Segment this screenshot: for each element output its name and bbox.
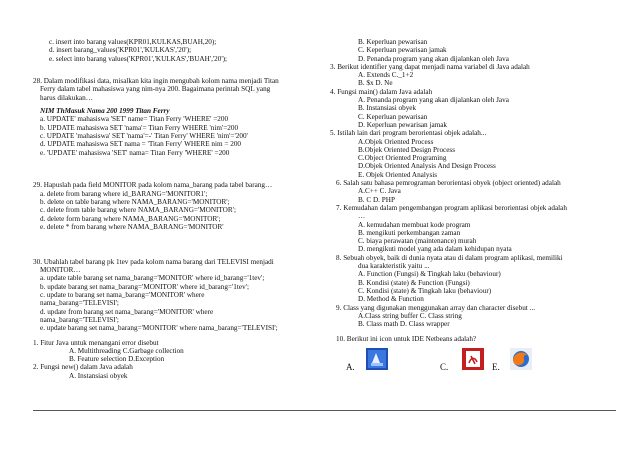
question-30-line: MONITOR… xyxy=(40,266,81,275)
question-6: 6. Salah satu bahasa pemrograman berorientasi obyek (object oriented) adalah xyxy=(336,179,561,188)
option-line: B. $x D. Ne xyxy=(358,79,393,88)
question-10: 10. Berikut ini icon untuk IDE Netbeans adalah? xyxy=(336,335,477,344)
option-line: e. update barang set nama_barang='MONITOR' where nama_barang='TELEVISI'; xyxy=(40,324,278,333)
option-line: B. Kondisi (state) & Function (Fungsi) xyxy=(358,278,470,287)
option-line: A.Class string buffer C. Class string xyxy=(358,311,462,320)
option-line: b. update barang set nama_barang='MONITOR' where id_barang='1tev'; xyxy=(40,282,249,291)
option-line: C. biaya perawatan (maintenance) murah xyxy=(358,237,477,246)
question-28-line: Ferry dalam tabel mahasiswa yang nim-nya 200. Bagaimana perintah SQL yang xyxy=(40,85,271,94)
firefox-browser-icon xyxy=(510,348,532,370)
option-label-e: E. xyxy=(492,361,500,372)
option-line: C. Keperluan pewarisan jamak xyxy=(358,46,447,55)
question-28: 28. Dalam modifikasi data, misalkan kita ingin mengubah kolom nama menjadi Titan xyxy=(33,77,279,86)
option-line: a. delete from barang where id_BARANG='MONITOR1'; xyxy=(40,189,208,198)
question-4: 4. Fungsi main() dalam Java adalah xyxy=(330,87,433,96)
option-line: c. insert into barang values(KPR01,KULKAS,BUAH,20); xyxy=(49,38,217,46)
option-line: B. C D. PHP xyxy=(358,195,395,204)
question-7-line: … xyxy=(358,212,366,221)
option-line: A. Function (Fungsi) & Tingkah laku (behaviour) xyxy=(358,270,501,279)
option-line: B. Keperluan pewarisan xyxy=(358,38,428,46)
option-line: d. update from barang set nama_barang='MONITOR' where xyxy=(40,307,214,316)
option-line: A. Penanda program yang akan dijalankan oleh Java xyxy=(358,96,509,105)
option-line: B. Class math D. Class wrapper xyxy=(358,320,450,329)
option-line: A. Extends C._1+2 xyxy=(358,71,414,80)
option-label-c: C. xyxy=(440,361,449,372)
option-label-a: A. xyxy=(346,361,355,372)
icon-options xyxy=(330,348,615,378)
question-7: 7. Kemudahan dalam pengembangan program aplikasi berorientasi objek adalah xyxy=(336,203,567,212)
question-29: 29. Hapuslah pada field MONITOR pada kolom nama_barang pada tabel barang… xyxy=(33,181,273,190)
option-line: A.C++ C. Java xyxy=(358,187,401,196)
option-line: nama_barang='TELEVISI'; xyxy=(40,299,119,308)
option-line: c. UPDATE 'mahasiswa' SET 'nama'=-' Titan Ferry' WHERE 'nim'='200' xyxy=(40,131,248,140)
option-line: e. delete * from barang where NAMA_BARANG='MONITOR' xyxy=(40,222,224,231)
question-8: 8. Sebuah obyek, baik di dunia nyata atau di dalam program aplikasi, memiliki xyxy=(336,253,563,262)
nim-table-row: NIM ThMasuk Nama 200 1999 Titan Ferry xyxy=(40,107,170,116)
option-line: c. update to barang set nama_barang='MONITOR' where xyxy=(40,291,205,300)
option-line: d. UPDATE mahasiswa SET nama = 'Titan Ferry' WHERE nim = 200 xyxy=(40,140,242,149)
option-line: B.Objek Oriented Design Process xyxy=(358,145,456,154)
option-line: d. insert barang_values('KPR01','KULKAS','20'); xyxy=(49,46,192,55)
question-2: 2. Fungsi new() dalam Java adalah xyxy=(33,363,133,372)
right-column xyxy=(330,38,615,378)
option-line: C. Keperluan pewarisan xyxy=(358,112,428,121)
windows-app-icon xyxy=(366,348,388,370)
option-line: e. 'UPDATE' mahasiswa 'SET' nama= Titan Ferry 'WHERE' =200 xyxy=(40,148,230,157)
option-line: B. Instansiasi obyek xyxy=(358,104,417,113)
question-1: 1. Fitur Java untuk menangani error disebut xyxy=(33,338,159,347)
option-line: D. Method & Function xyxy=(358,295,424,304)
option-line: e. select into barang values('KPR01','KULKAS','BUAH','20'); xyxy=(49,54,228,63)
option-line: b. UPDATE mahasiswa SET 'nama'= Titan Ferry WHERE 'nim'=200 xyxy=(40,123,239,132)
option-line: nama_barang='TELEVISI'; xyxy=(40,315,119,324)
question-9: 9. Class yang digunakan menggunakan array dan character disebut ... xyxy=(336,303,535,312)
option-line: B. mengikuti perkembangan zaman xyxy=(358,228,461,237)
option-line: a. UPDATE' mahasiswa 'SET' name= Titan Ferry 'WHERE' =200 xyxy=(40,115,229,124)
option-line: a. update table barang set nama_barang='MONITOR' where id_barang='1tev'; xyxy=(40,274,265,283)
option-line: A. Multithreading C.Garbage collection xyxy=(69,346,184,355)
option-line: C.Object Oriented Programing xyxy=(358,154,447,163)
pdf-reader-icon xyxy=(462,348,484,370)
option-line: B. Feature selection D.Exception xyxy=(69,355,165,364)
page-divider xyxy=(33,410,616,411)
question-8-line: dua karakteristik yaitu ... xyxy=(358,262,430,271)
option-line: A.Objek Oriented Process xyxy=(358,137,434,146)
question-3: 3. Berikut identifier yang dapat menjadi nama variabel di Java adalah xyxy=(330,62,530,71)
question-30: 30. Ubahlah tabel barang pk 1tev pada kolom nama barang dari TELEVISI menjadi xyxy=(33,257,274,266)
option-line: D. Keperluan pewarisan jamak xyxy=(358,120,448,129)
option-line: D. mengikuti model yang ada dalam kehidupan nyata xyxy=(358,245,512,254)
option-line: A. Instansiasi obyek xyxy=(69,371,128,380)
question-5: 5. Istilah lain dari program berorientasi objek adalah... xyxy=(330,129,487,138)
option-line: D.Objek Oriented Analysis And Design Process xyxy=(358,162,496,171)
option-line: c. delete from table barang where NAMA_BARANG='MONITOR'; xyxy=(40,206,236,215)
option-line: C. Kondisi (state) & Tingkah laku (behaviour) xyxy=(358,286,492,295)
option-line: E. Objek Oriented Analysis xyxy=(358,170,438,179)
option-line: b. delete on table barang where NAMA_BARANG='MONITOR'; xyxy=(40,198,230,207)
question-28-line: harus dilakukan… xyxy=(40,93,93,102)
option-line: d. delete form barang where NAMA_BARANG='MONITOR'; xyxy=(40,214,221,223)
option-line: D. Penanda program yang akan dijalankan oleh Java xyxy=(358,54,509,63)
option-line: A. kemudahan membuat kode program xyxy=(358,220,471,229)
left-column xyxy=(33,38,320,380)
